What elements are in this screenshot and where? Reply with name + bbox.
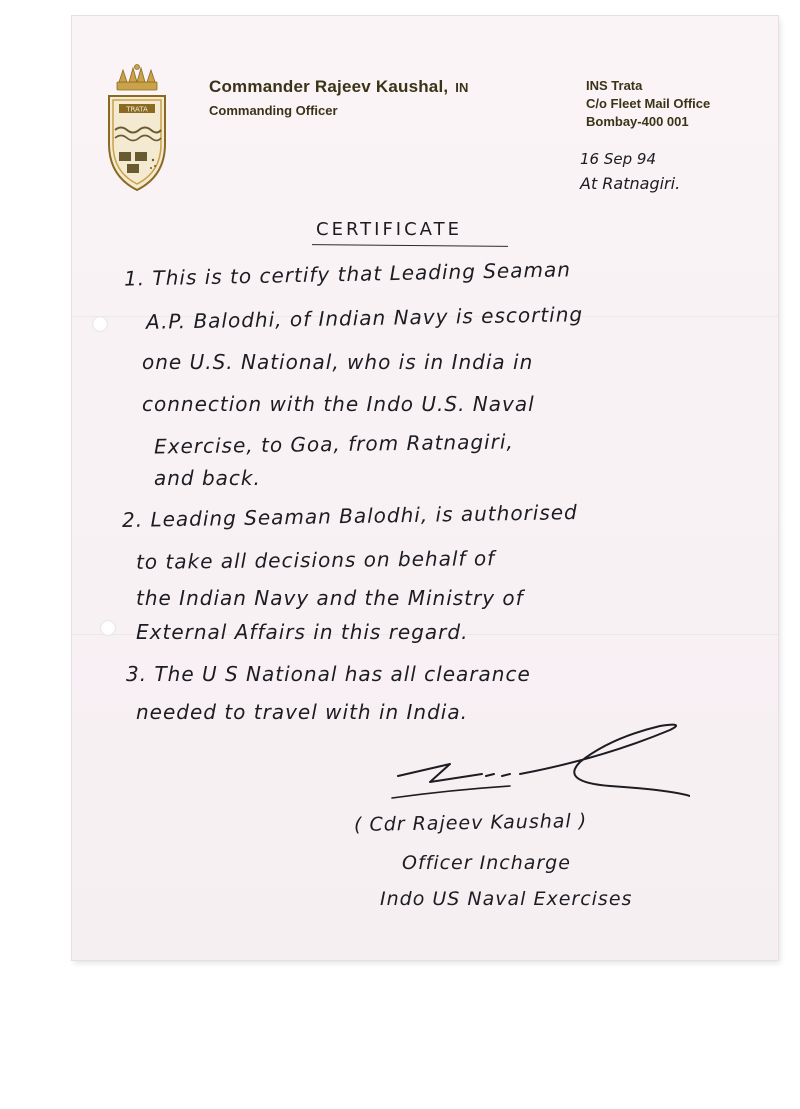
body-line: connection with the Indo U.S. Naval	[142, 392, 535, 416]
title-underline	[312, 244, 508, 247]
ins-trata-crest-icon	[105, 64, 169, 196]
signature-scribble-icon	[390, 704, 690, 804]
body-line: and back.	[154, 466, 261, 490]
letterhead-name	[209, 77, 469, 97]
letterhead-role: Commanding Officer	[209, 103, 338, 118]
body-line: 3. The U S National has all clearance	[126, 662, 531, 686]
handwritten-date: 16 Sep 94	[580, 150, 656, 168]
signature-designation: Officer Incharge	[402, 852, 571, 874]
body-line: 2. Leading Seaman Balodhi, is authorised	[121, 500, 578, 532]
address-line: INS Trata	[586, 78, 643, 93]
body-line: needed to travel with in India.	[136, 700, 468, 724]
officer-name: Commander Rajeev Kaushal,	[209, 77, 449, 96]
officer-rank-suffix: IN	[455, 80, 469, 95]
address-line: C/o Fleet Mail Office	[586, 96, 711, 111]
crest-banner-text: TRATA	[126, 105, 148, 114]
punch-hole	[100, 620, 116, 636]
certificate-title: CERTIFICATE	[316, 219, 462, 240]
signature-unit: Indo US Naval Exercises	[380, 888, 633, 910]
address-line: Bombay-400 001	[586, 114, 689, 129]
body-line: to take all decisions on behalf of	[135, 546, 496, 574]
body-line: Exercise, to Goa, from Ratnagiri,	[153, 429, 514, 459]
signature-name: ( Cdr Rajeev Kaushal )	[353, 809, 588, 837]
punch-hole	[92, 316, 108, 332]
body-line: External Affairs in this regard.	[136, 620, 469, 644]
body-line: 1. This is to certify that Leading Seaman	[123, 257, 572, 291]
certificate-letter	[72, 16, 778, 960]
body-line: A.P. Balodhi, of Indian Navy is escorting	[145, 302, 584, 334]
handwritten-place: At Ratnagiri.	[580, 174, 681, 193]
body-line: the Indian Navy and the Ministry of	[136, 586, 524, 610]
body-line: one U.S. National, who is in India in	[142, 350, 534, 374]
